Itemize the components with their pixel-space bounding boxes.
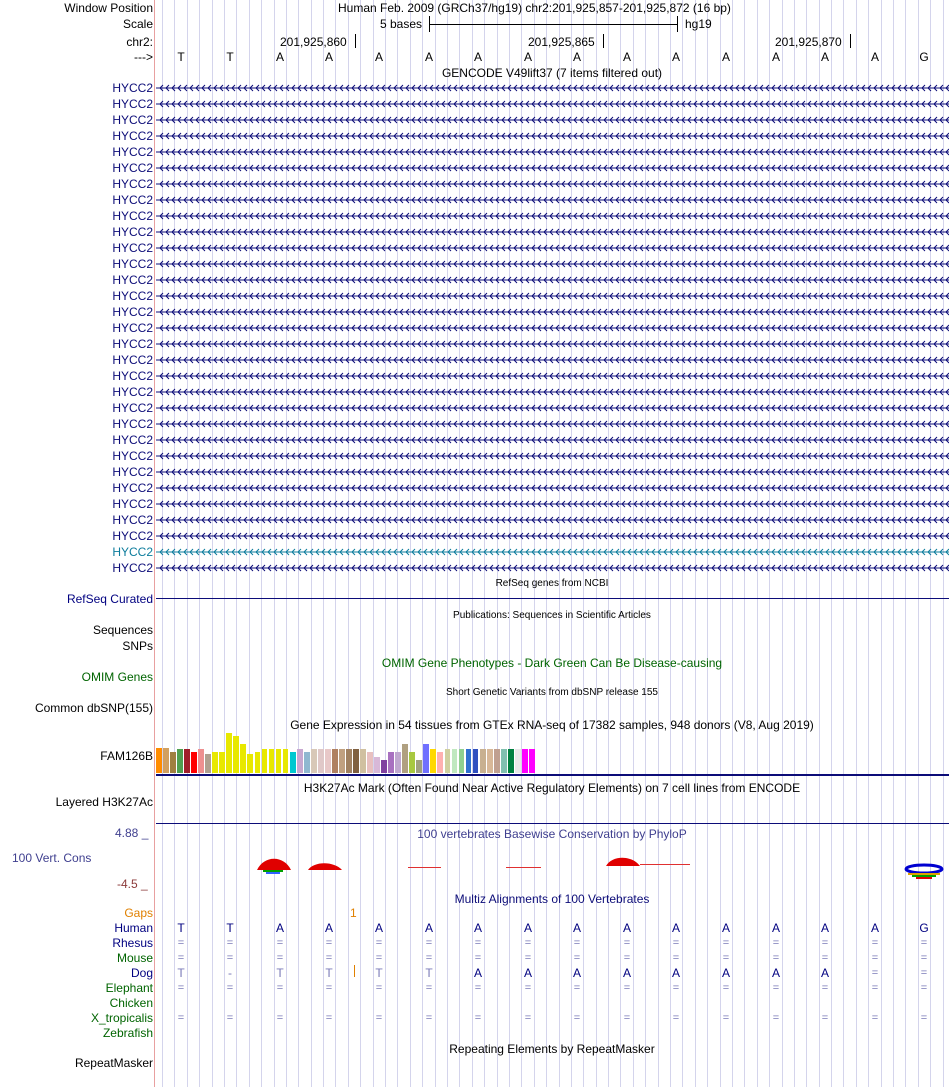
conservation-track-title: 100 vertebrates Basewise Conservation by PhyloP [417,827,687,841]
ruler-tick [355,34,356,48]
publications-track-title: Publications: Sequences in Scientific Articles [453,610,651,621]
gtex-tissue-bar[interactable] [233,736,239,773]
aligned-base: A [771,966,780,980]
gencode-transcript-track[interactable] [156,306,949,318]
gencode-transcript-track[interactable] [156,130,949,142]
aligned-base: T [177,921,185,935]
gtex-tissue-bar[interactable] [156,748,162,773]
aligned-base: = [722,1012,730,1024]
gencode-transcript-label[interactable]: HYCC2 [112,513,153,527]
aligned-base: = [672,952,680,964]
reference-base: A [671,50,680,64]
aligned-base: = [573,937,581,949]
reference-base: G [919,50,929,64]
gtex-tissue-bar[interactable] [269,749,275,773]
gtex-tissue-bar[interactable] [262,749,268,773]
gencode-transcript-track[interactable] [156,274,949,286]
aligned-base: = [821,937,829,949]
aligned-base: = [375,952,383,964]
gtex-tissue-bar[interactable] [501,749,507,773]
conservation-min-label: -4.5 _ [117,877,148,891]
chr-label: chr2: [126,35,153,49]
aligned-base: = [325,937,333,949]
aligned-base: T [226,921,234,935]
aligned-base: = [226,937,234,949]
gencode-transcript-track[interactable] [156,450,949,462]
aligned-base: = [871,1012,879,1024]
h3k27ac-baseline [156,823,949,824]
species-label[interactable]: Zebrafish [102,1026,153,1040]
aligned-base: A [523,966,532,980]
aligned-base: = [325,1012,333,1024]
dbsnp-track-title: Short Genetic Variants from dbSNP release 155 [446,687,658,698]
aligned-base: = [573,982,581,994]
aligned-base: = [226,952,234,964]
aligned-base: = [772,1012,780,1024]
refseq-track-label[interactable]: RefSeq Curated [66,592,153,606]
sequences-track-label[interactable]: Sequences [92,623,153,637]
reference-base: A [572,50,581,64]
aligned-base: - [228,966,232,980]
aligned-base: A [324,921,333,935]
gencode-transcript-track[interactable] [156,98,949,110]
gencode-transcript-label[interactable]: HYCC2 [112,401,153,415]
aligned-base: = [920,1012,928,1024]
ruler-tick-label: 201,925,865 [528,35,595,49]
aligned-base: A [870,921,879,935]
aligned-base: T [325,966,333,980]
gtex-tissue-bar[interactable] [529,749,535,773]
gtex-tissue-bar[interactable] [290,752,296,773]
aligned-base: A [424,921,433,935]
window-position-label: Window Position [64,1,153,15]
gencode-transcript-track[interactable] [156,194,949,206]
aligned-base: = [920,937,928,949]
aligned-base: T [177,966,185,980]
gtex-tissue-bar[interactable] [318,749,324,773]
gtex-tissue-bar[interactable] [515,749,521,773]
gtex-tissue-bar[interactable] [247,754,253,773]
refseq-track-title: RefSeq genes from NCBI [495,578,609,589]
ruler-tick [850,34,851,48]
gtex-tissue-bar[interactable] [255,752,261,773]
track-label-separator [154,0,155,1087]
gtex-tissue-bar[interactable] [304,752,310,773]
gencode-transcript-track[interactable] [156,546,949,558]
gtex-tissue-bar[interactable] [423,744,429,773]
aligned-base: = [871,937,879,949]
reference-base: A [523,50,532,64]
aligned-base: = [177,952,185,964]
gtex-tissue-bar[interactable] [374,757,380,773]
gtex-tissue-bar[interactable] [212,752,218,773]
aligned-base: = [474,952,482,964]
gencode-transcript-label[interactable]: HYCC2 [112,433,153,447]
gtex-gene-label[interactable]: FAM126B [100,749,153,763]
conservation-max-label: 4.88 _ [115,826,149,840]
scale-bar-text: 5 bases [380,17,423,31]
gtex-tissue-bar[interactable] [226,733,232,773]
ruler-tick-label: 201,925,870 [775,35,842,49]
gtex-tissue-bar[interactable] [445,749,451,773]
gencode-transcript-track[interactable] [156,386,949,398]
gencode-transcript-track[interactable] [156,514,949,526]
gtex-tissue-bar[interactable] [184,749,190,773]
gencode-transcript-track[interactable] [156,258,949,270]
gencode-transcript-track[interactable] [156,178,949,190]
aligned-base: = [722,952,730,964]
gencode-transcript-label[interactable]: HYCC2 [112,289,153,303]
reference-base: T [177,50,185,64]
gtex-tissue-bar[interactable] [276,749,282,773]
gencode-transcript-track[interactable] [156,466,949,478]
gtex-tissue-bar[interactable] [240,744,246,773]
aligned-base: A [820,966,829,980]
species-label[interactable]: Elephant [105,981,153,995]
gencode-transcript-track[interactable] [156,338,949,350]
gencode-transcript-label[interactable]: HYCC2 [112,257,153,271]
gtex-tissue-bar[interactable] [283,749,289,773]
gtex-tissue-bar[interactable] [198,749,204,773]
aligned-base: = [772,952,780,964]
reference-base: A [721,50,730,64]
aligned-base: T [425,966,433,980]
multiz-track-title: Multiz Alignments of 100 Vertebrates [454,892,650,906]
aligned-base: = [474,982,482,994]
aligned-base: = [623,1012,631,1024]
gtex-tissue-bar[interactable] [177,749,183,773]
reference-base: A [820,50,829,64]
gtex-tissue-bar[interactable] [402,744,408,773]
h3k27ac-track-label[interactable]: Layered H3K27Ac [55,795,153,809]
gtex-tissue-bar[interactable] [522,749,528,773]
aligned-base: A [374,921,383,935]
species-label[interactable]: Chicken [109,996,153,1010]
gtex-tissue-bar[interactable] [395,752,401,773]
gencode-transcript-track[interactable] [156,322,949,334]
conservation-logo-plot [156,855,949,880]
gencode-transcript-track[interactable] [156,146,949,158]
reference-base: A [473,50,482,64]
aligned-base: = [177,1012,185,1024]
gencode-transcript-track[interactable] [156,418,949,430]
aligned-base: A [473,921,482,935]
omim-track-label[interactable]: OMIM Genes [81,670,153,684]
aligned-base: A [721,966,730,980]
aligned-base: = [425,1012,433,1024]
gtex-tissue-bar[interactable] [437,752,443,773]
aligned-base: = [772,982,780,994]
aligned-base: = [871,982,879,994]
aligned-base: A [622,921,631,935]
reference-base: A [275,50,284,64]
gtex-tissue-bar[interactable] [430,749,436,773]
gencode-transcript-track[interactable] [156,370,949,382]
gtex-tissue-bar[interactable] [367,752,373,773]
aligned-base: A [721,921,730,935]
gtex-tissue-bar[interactable] [409,752,415,773]
aligned-base: = [325,952,333,964]
aligned-base: = [524,982,532,994]
species-label[interactable]: Dog [130,966,153,980]
gtex-tissue-bar[interactable] [416,760,422,773]
gencode-transcript-track[interactable] [156,162,949,174]
aligned-base: = [821,952,829,964]
reference-base: A [374,50,383,64]
aligned-base: = [226,982,234,994]
gtex-tissue-bar[interactable] [452,749,458,773]
aligned-base: = [425,952,433,964]
gencode-transcript-track[interactable] [156,482,949,494]
gencode-transcript-label[interactable]: HYCC2 [112,481,153,495]
gtex-tissue-bar[interactable] [170,752,176,773]
aligned-base: = [821,1012,829,1024]
gtex-tissue-bar[interactable] [332,749,338,773]
gencode-transcript-label[interactable]: HYCC2 [112,497,153,511]
aligned-base: = [226,1012,234,1024]
gencode-transcript-label[interactable]: HYCC2 [112,561,153,575]
species-label[interactable]: Rhesus [112,936,153,950]
aligned-base: = [425,937,433,949]
aligned-base: = [177,982,185,994]
aligned-base: T [375,966,383,980]
gencode-transcript-label[interactable]: HYCC2 [112,129,153,143]
aligned-base: = [920,982,928,994]
scale-bar [429,24,677,25]
reference-base: A [622,50,631,64]
aligned-base: = [276,1012,284,1024]
aligned-base: = [672,982,680,994]
gencode-transcript-track[interactable] [156,530,949,542]
gencode-transcript-label[interactable]: HYCC2 [112,529,153,543]
aligned-base: = [276,937,284,949]
gtex-tissue-bar[interactable] [191,752,197,773]
gencode-transcript-track[interactable] [156,434,949,446]
gencode-transcript-label[interactable]: HYCC2 [112,369,153,383]
ruler-tick-label: 201,925,860 [280,35,347,49]
h3k27ac-track-title: H3K27Ac Mark (Often Found Near Active Regulatory Elements) on 7 cell lines from ENCODE [303,781,801,795]
aligned-base: = [474,1012,482,1024]
gencode-transcript-label[interactable]: HYCC2 [112,161,153,175]
aligned-base: = [524,952,532,964]
aligned-base: = [524,1012,532,1024]
gtex-tissue-bar[interactable] [480,749,486,773]
repeatmasker-track-title: Repeating Elements by RepeatMasker [449,1042,655,1056]
gtex-tissue-bar[interactable] [360,749,366,773]
ruler-tick [603,34,604,48]
aligned-base: = [772,937,780,949]
scale-bar-left-tick [429,16,430,32]
aligned-base: A [473,966,482,980]
gencode-transcript-track[interactable] [156,498,949,510]
gtex-tissue-bar[interactable] [219,752,225,773]
gencode-transcript-label[interactable]: HYCC2 [112,81,153,95]
gencode-transcript-label[interactable]: HYCC2 [112,193,153,207]
gtex-tissue-bar[interactable] [494,749,500,773]
aligned-base: T [276,966,284,980]
reference-base: A [771,50,780,64]
gencode-transcript-label[interactable]: HYCC2 [112,97,153,111]
aligned-base: = [623,937,631,949]
aligned-base: = [375,982,383,994]
gencode-transcript-label[interactable]: HYCC2 [112,177,153,191]
repeatmasker-track-label[interactable]: RepeatMasker [74,1056,153,1070]
gencode-transcript-label[interactable]: HYCC2 [112,321,153,335]
gtex-tissue-bar[interactable] [459,749,465,773]
gencode-transcript-track[interactable] [156,242,949,254]
gencode-transcript-track[interactable] [156,562,949,574]
aligned-base: = [672,1012,680,1024]
aligned-base: A [275,921,284,935]
gtex-tissue-bar[interactable] [346,749,352,773]
species-label[interactable]: Human [114,921,153,935]
gencode-transcript-label[interactable]: HYCC2 [112,113,153,127]
aligned-base: = [573,952,581,964]
reference-base: A [870,50,879,64]
aligned-base: = [474,937,482,949]
gencode-transcript-label[interactable]: HYCC2 [112,545,153,559]
gtex-tissue-bar[interactable] [473,749,479,773]
gencode-transcript-track[interactable] [156,354,949,366]
gencode-transcript-label[interactable]: HYCC2 [112,385,153,399]
aligned-base: A [572,966,581,980]
dog-gap-marker [354,965,355,977]
gtex-tissue-bar[interactable] [388,752,394,773]
aligned-base: A [671,966,680,980]
dbsnp-track-label[interactable]: Common dbSNP(155) [34,701,153,715]
gencode-transcript-label[interactable]: HYCC2 [112,273,153,287]
gtex-baseline [156,774,949,776]
gencode-transcript-track[interactable] [156,226,949,238]
aligned-base: = [722,937,730,949]
aligned-base: A [523,921,532,935]
aligned-base: = [276,952,284,964]
aligned-base: = [524,937,532,949]
gtex-tissue-bar[interactable] [311,749,317,773]
aligned-base: A [820,921,829,935]
gtex-tissue-bar[interactable] [339,749,345,773]
gencode-transcript-label[interactable]: HYCC2 [112,353,153,367]
gaps-count-value: 1 [350,906,357,920]
aligned-base: = [573,1012,581,1024]
gencode-transcript-label[interactable]: HYCC2 [112,449,153,463]
gtex-tissue-bar[interactable] [325,749,331,773]
gencode-transcript-track[interactable] [156,402,949,414]
strand-arrow-label: ---> [134,50,153,64]
gencode-track-title: GENCODE V49lift37 (7 items filtered out) [441,66,663,80]
gtex-tissue-bar[interactable] [205,754,211,773]
aligned-base: = [920,967,928,979]
gencode-transcript-label[interactable]: HYCC2 [112,225,153,239]
aligned-base: A [622,966,631,980]
gtex-expression-bars[interactable] [156,733,536,773]
gencode-transcript-label[interactable]: HYCC2 [112,305,153,319]
gencode-transcript-label[interactable]: HYCC2 [112,209,153,223]
aligned-base: = [276,982,284,994]
gencode-transcript-track[interactable] [156,114,949,126]
snps-track-label[interactable]: SNPs [122,639,153,653]
gtex-tissue-bar[interactable] [381,760,387,773]
reference-base: A [324,50,333,64]
gencode-transcript-label[interactable]: HYCC2 [112,145,153,159]
aligned-base: = [375,937,383,949]
gencode-transcript-label[interactable]: HYCC2 [112,417,153,431]
reference-base: A [424,50,433,64]
reference-base: T [226,50,234,64]
aligned-base: A [771,921,780,935]
scale-db-text: hg19 [685,17,712,31]
aligned-base: = [871,952,879,964]
gencode-transcript-track[interactable] [156,210,949,222]
gtex-tissue-bar[interactable] [508,749,514,773]
gtex-tissue-bar[interactable] [466,749,472,773]
aligned-base: = [920,952,928,964]
gaps-track-label[interactable]: Gaps [124,906,153,920]
gencode-transcript-label[interactable]: HYCC2 [112,465,153,479]
gtex-tissue-bar[interactable] [163,748,169,773]
species-label[interactable]: X_tropicalis [90,1011,153,1025]
gtex-tissue-bar[interactable] [487,749,493,773]
gencode-transcript-track[interactable] [156,290,949,302]
aligned-base: = [623,952,631,964]
aligned-base: G [919,921,929,935]
gtex-track-title: Gene Expression in 54 tissues from GTEx RNA-seq of 17382 samples, 948 donors (V8, Aug 2019) [290,718,814,732]
aligned-base: = [871,967,879,979]
omim-track-title: OMIM Gene Phenotypes - Dark Green Can Be Disease-causing [381,656,723,670]
refseq-line [156,598,949,599]
aligned-base: A [572,921,581,935]
conservation-track-label[interactable]: 100 Vert. Cons [12,851,92,865]
species-label[interactable]: Mouse [116,951,153,965]
aligned-base: = [325,982,333,994]
aligned-base: = [623,982,631,994]
gtex-tissue-bar[interactable] [297,749,303,773]
aligned-base: = [821,982,829,994]
gencode-transcript-label[interactable]: HYCC2 [112,337,153,351]
aligned-base: A [671,921,680,935]
gtex-tissue-bar[interactable] [353,749,359,773]
scale-bar-right-tick [677,16,678,32]
aligned-base: = [425,982,433,994]
aligned-base: = [722,982,730,994]
scale-label: Scale [122,17,153,31]
assembly-position-text: Human Feb. 2009 (GRCh37/hg19) chr2:201,925,857-201,925,872 (16 bp) [338,1,731,15]
gencode-transcript-label[interactable]: HYCC2 [112,241,153,255]
aligned-base: = [375,1012,383,1024]
aligned-base: = [177,937,185,949]
gencode-transcript-track[interactable] [156,82,949,94]
aligned-base: = [672,937,680,949]
